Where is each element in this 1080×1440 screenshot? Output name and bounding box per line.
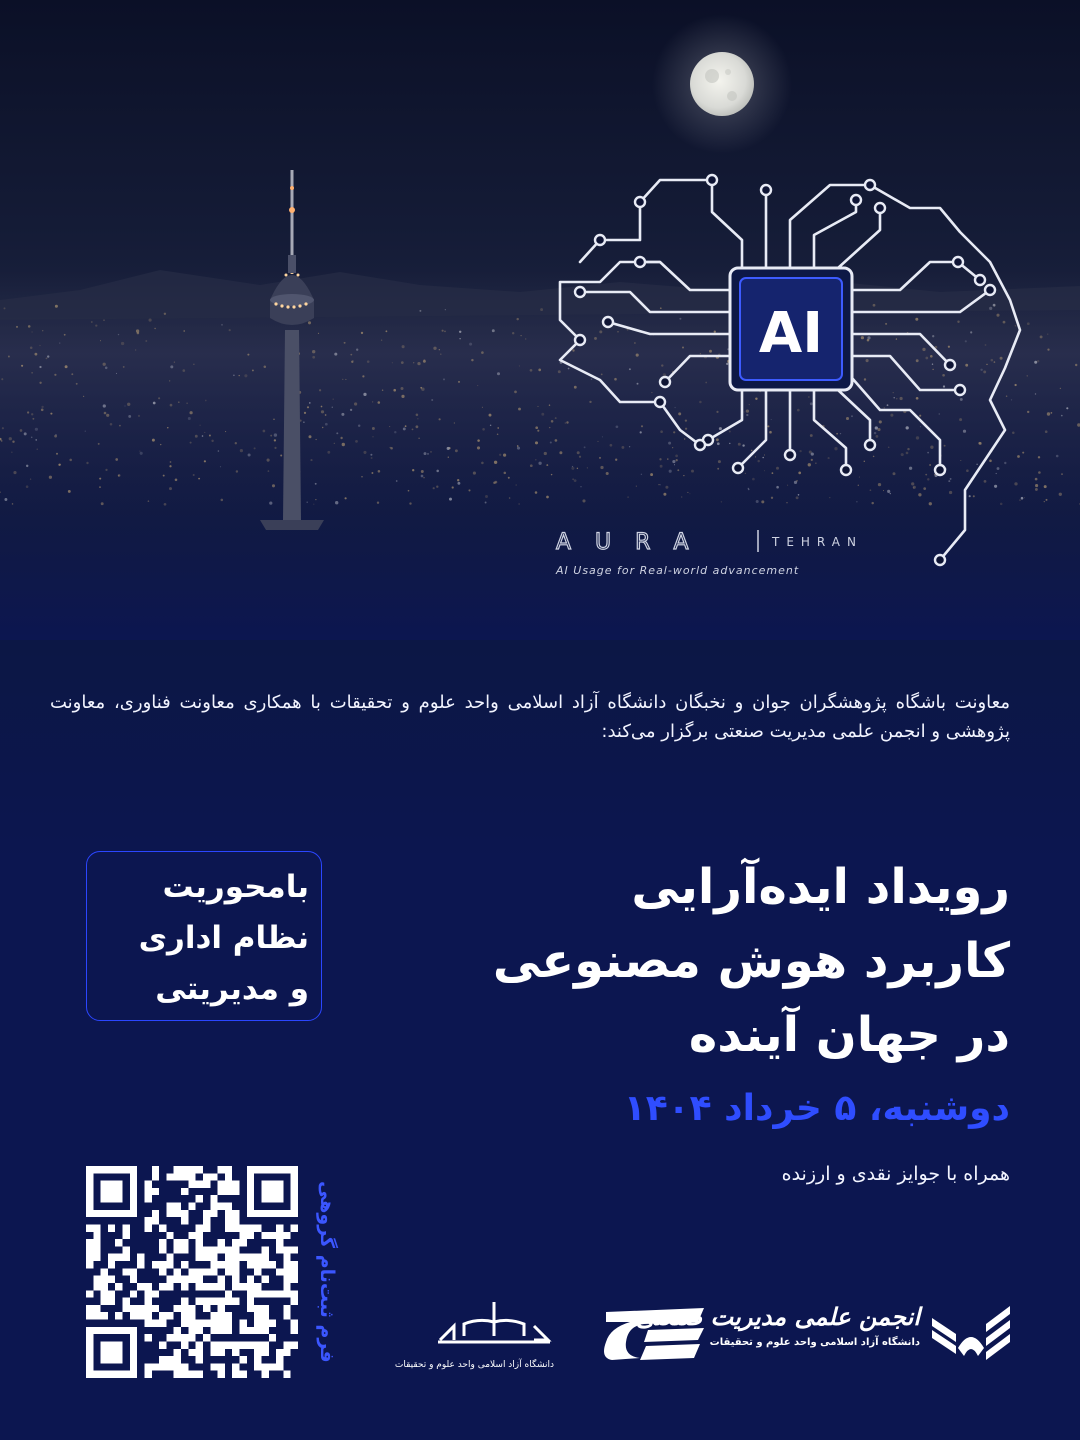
registration-qr-caption: فرم ثبت‌نام گروهی	[316, 1181, 338, 1363]
chip-monogram: AI	[758, 301, 824, 366]
society-logo-title: انجمن علمی مدیریت صنعتی	[635, 1302, 920, 1331]
industrial-management-society-logo	[635, 1302, 920, 1348]
theme-box	[86, 851, 322, 1021]
event-title	[370, 850, 1010, 1072]
organizers-intro: معاونت باشگاه پژوهشگران جوان و نخبگان دانشگاه آزاد اسلامی واحد علوم و تحقیقات با همکاری معاونت فناوری، معاونت پژوهشی و انجمن علمی مدیریت صنعتی برگزار می‌کند:	[50, 692, 1010, 742]
brand-name: AURA	[556, 530, 713, 555]
azad-university-emblem	[928, 1294, 1014, 1368]
science-unit-caption: دانشگاه آزاد اسلامی واحد علوم و تحقیقات	[394, 1360, 554, 1370]
event-date: دوشنبه، ۵ خرداد ۱۴۰۴	[623, 1088, 1010, 1129]
brand-city: TEHRAN	[772, 535, 863, 549]
theme-line-1: بامحوریت	[162, 869, 309, 905]
theme-line-3: و مدیریتی	[155, 971, 309, 1007]
event-prizes: همراه با جوایز نقدی و ارزنده	[781, 1163, 1010, 1185]
hero-image	[0, 0, 1080, 640]
brand-tagline: AI Usage for Real-world advancement	[556, 564, 800, 577]
event-title-line-3: در جهان آینده	[688, 1007, 1010, 1063]
event-title-line-2: کاربرد هوش مصنوعی	[492, 933, 1010, 989]
event-title-line-1: رویداد ایده‌آرایی	[631, 859, 1010, 915]
sponsor-logos	[394, 1290, 1020, 1400]
science-research-branch-logo	[394, 1296, 554, 1370]
theme-line-2: نظام اداری	[138, 920, 309, 956]
moon	[652, 14, 792, 154]
society-logo-subtitle: دانشگاه آزاد اسلامی واحد علوم و تحقیقات	[709, 1337, 920, 1348]
registration-qr-code[interactable]	[86, 1166, 298, 1378]
